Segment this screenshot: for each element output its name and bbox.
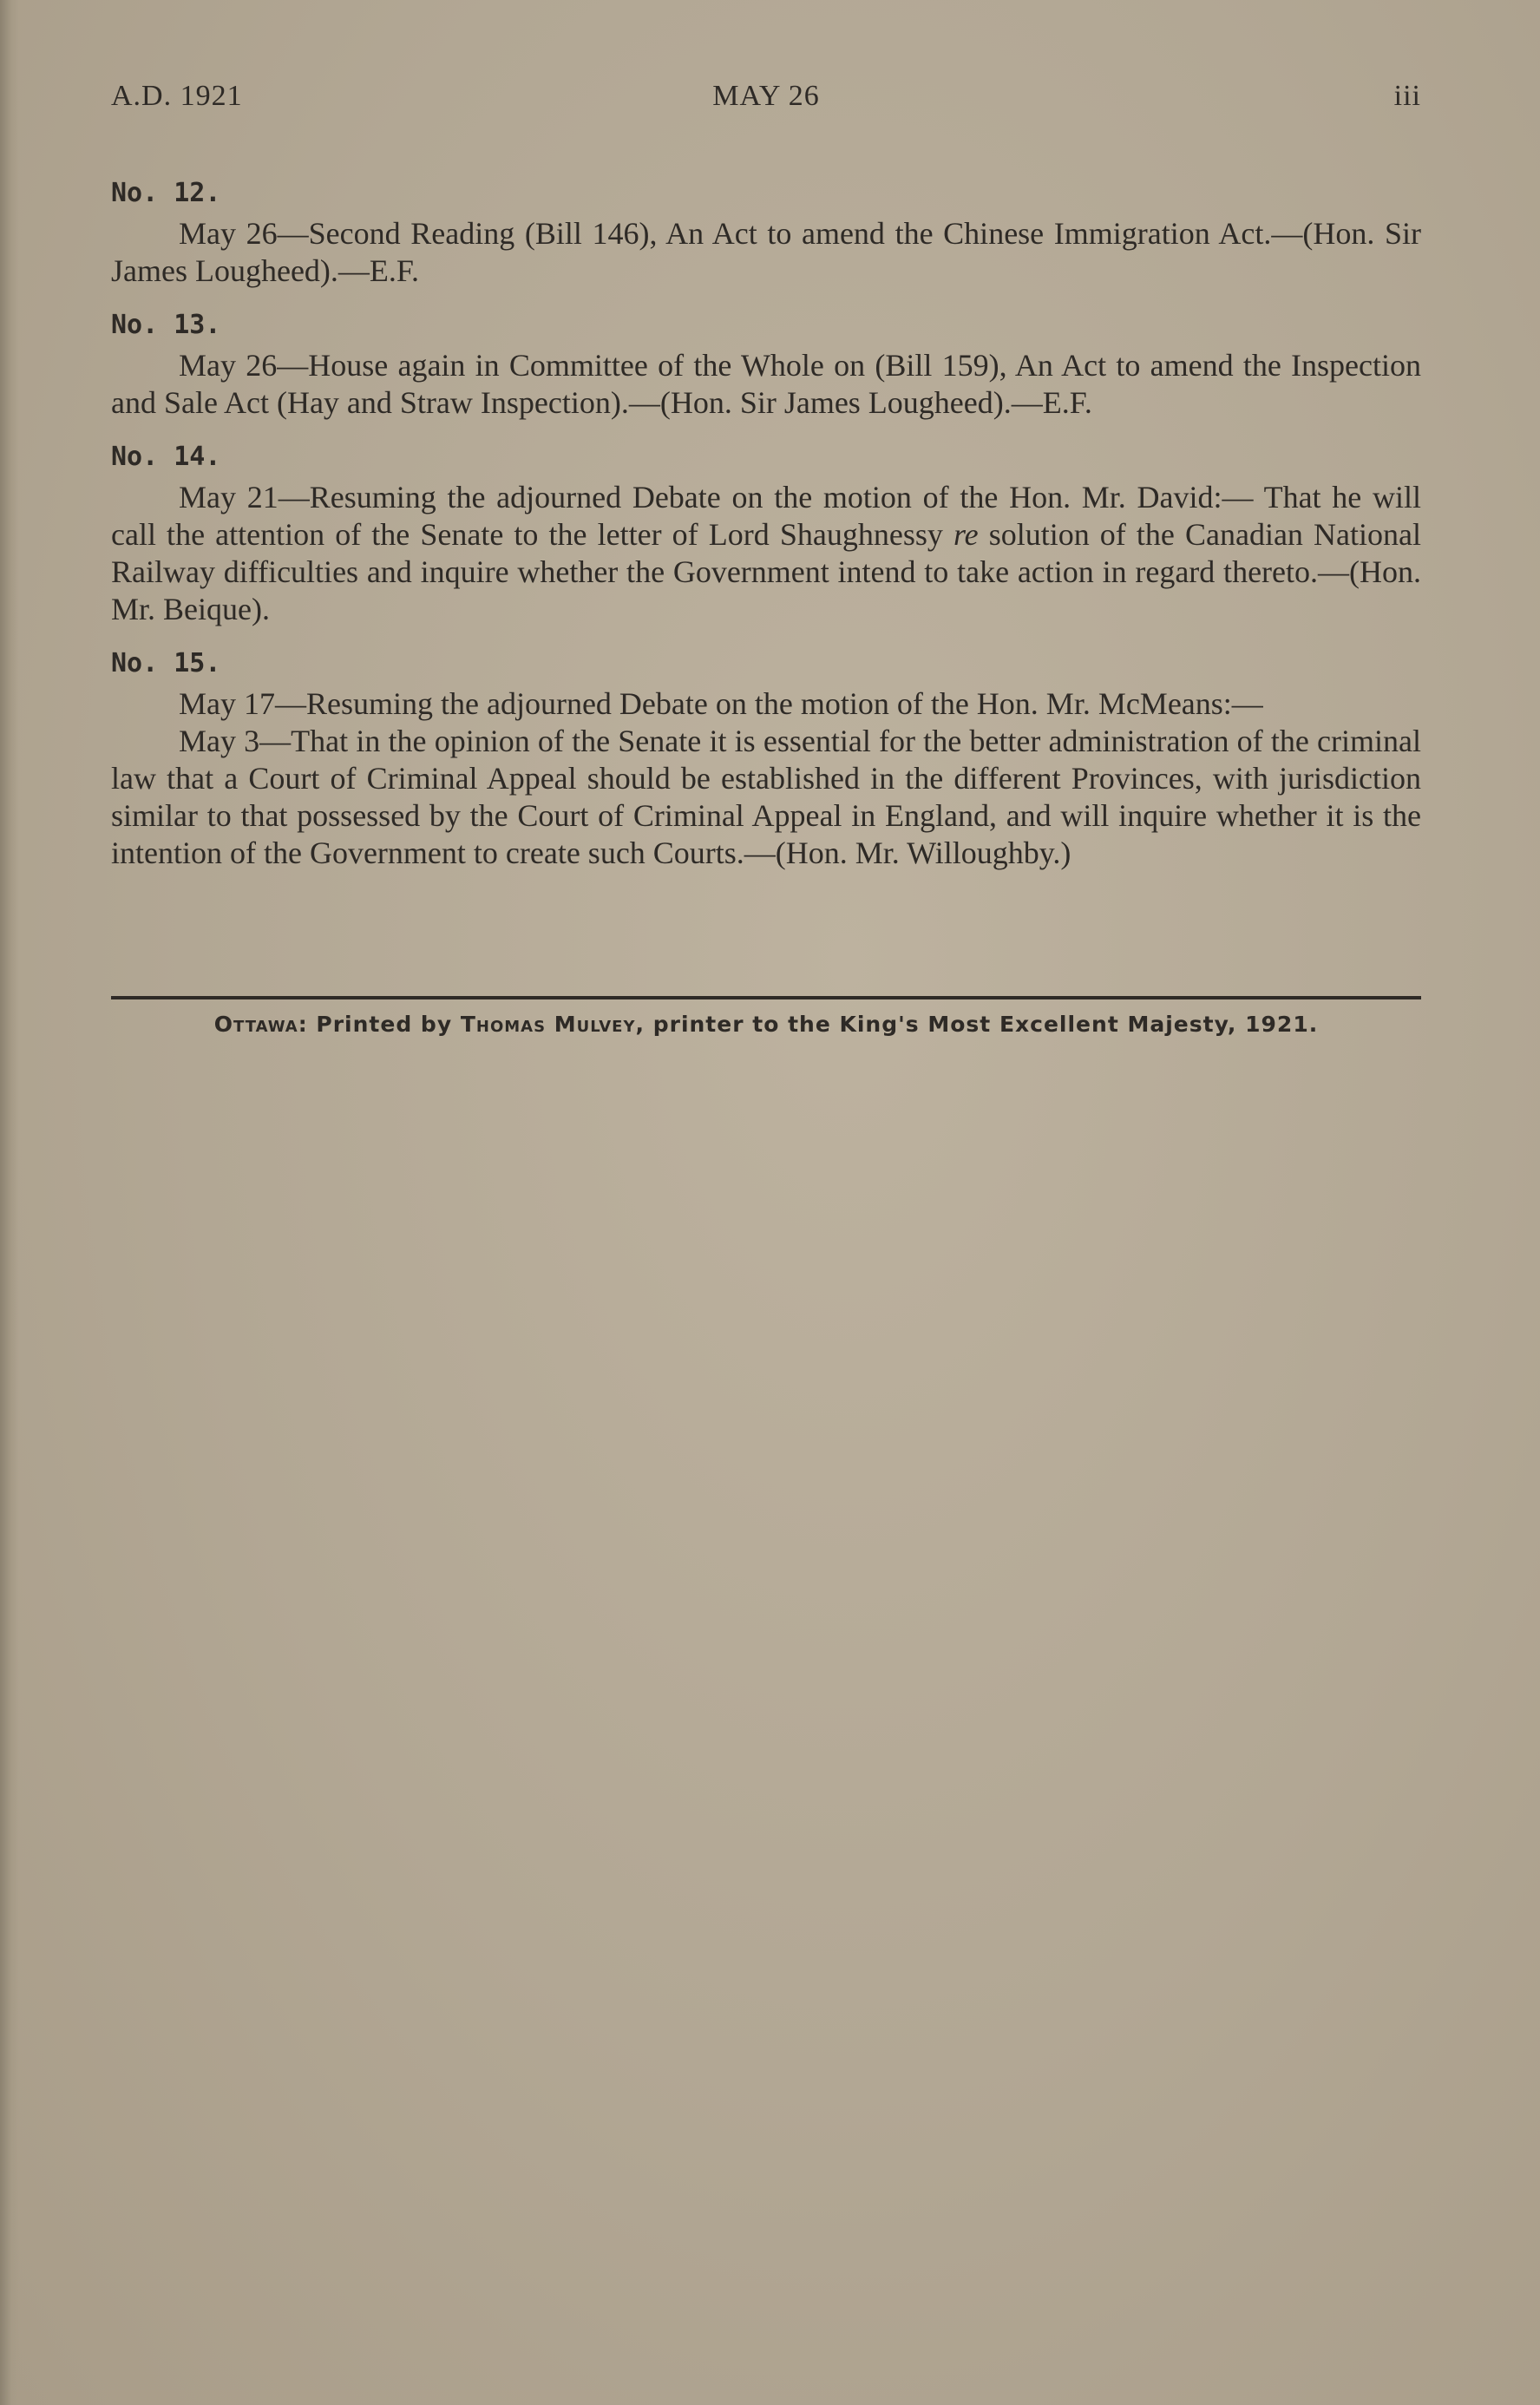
order-item-14 [111, 437, 1421, 628]
item-text: May 26—House again in Committee of the Whole on (Bill 159), An Act to amend the Inspection and Sale Act (Hay and Straw Inspection).—(Hon. Sir James Lougheed).—E.F. [111, 348, 1421, 420]
item-number: No. 14. [111, 442, 221, 472]
item-text-part: May 21—Resuming the adjourned Debate on the motion of the Hon. Mr. David:— That he will call the attention of the Senate to the letter of Lord Shaughnessy [111, 480, 1421, 552]
imprint-text: : Printed by [298, 1012, 461, 1037]
item-number: No. 12. [111, 178, 221, 208]
header-date: MAY 26 [712, 80, 820, 112]
page-number: iii [1393, 80, 1421, 112]
item-text: May 17—Resuming the adjourned Debate on the motion of the Hon. Mr. McMeans:— [179, 686, 1263, 721]
header-year: A.D. 1921 [111, 80, 243, 112]
imprint-rule [111, 996, 1421, 999]
item-text-part: solution of the Canadian National Railway difficulties and inquire whether the Government intend to take action in regard thereto.—(Hon. Mr. Beique). [111, 517, 1421, 626]
order-item-15 [111, 644, 1421, 872]
imprint-text: , printer to the King's Most Excellent Majesty, 1921. [635, 1012, 1319, 1037]
order-item-13 [111, 305, 1421, 422]
item-number: No. 15. [111, 648, 221, 678]
order-paper-body [111, 174, 1421, 888]
item-number: No. 13. [111, 310, 221, 340]
page-edge [0, 0, 19, 2405]
item-text: May 26—Second Reading (Bill 146), An Act to amend the Chinese Immigration Act.—(Hon. Sir James Lougheed).—E.F. [111, 216, 1421, 288]
imprint-city: Ottawa [213, 1012, 298, 1037]
imprint-block [111, 996, 1421, 1037]
item-text-italic: re [953, 517, 979, 552]
item-text: May 3—That in the opinion of the Senate it is essential for the better administration of the criminal law that a Court of Criminal Appeal should be established in the different Provinces, with jurisdiction similar to that possessed by the Court of Criminal Appeal in England, and will inquire whether it is the intention of the Government to create such Courts.—(Hon. Mr. Willoughby.) [111, 724, 1421, 870]
order-item-12 [111, 174, 1421, 290]
imprint-printer: Thomas Mulvey [460, 1012, 636, 1037]
running-header [111, 80, 1421, 120]
item-text [111, 479, 1421, 628]
printer-imprint [111, 1012, 1421, 1037]
